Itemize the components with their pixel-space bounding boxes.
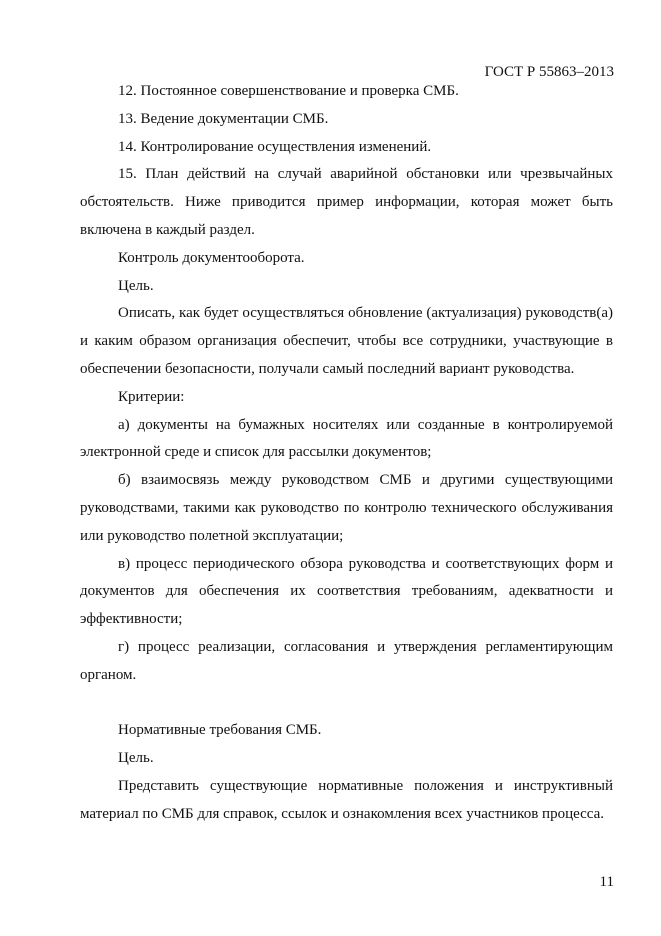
page-number: 11 xyxy=(599,874,614,890)
paragraph-item-15: 15. План действий на случай аварийной обстановки или чрезвычайных обстоятельств. Ниже приводится пример информации, которая может быть включена в каждый раздел. xyxy=(80,166,613,238)
paragraph-item-12: 12. Постоянное совершенствование и проверка СМБ. xyxy=(118,83,459,99)
section-title-regulatory: Нормативные требования СМБ. xyxy=(118,722,322,739)
document-code-header: ГОСТ Р 55863–2013 xyxy=(484,64,614,80)
section-title-document-control: Контроль документооборота. xyxy=(118,249,305,266)
criteria-label: Критерии: xyxy=(118,388,185,405)
criteria-item-b: б) взаимосвязь между руководством СМБ и другими существующими руководствами, такими как руководство по контролю технического обслуживания или руководство полетной эксплуатации; xyxy=(80,472,613,544)
paragraph-item-14: 14. Контролирование осуществления изменений. xyxy=(118,138,432,155)
purpose-text-2: Представить существующие нормативные положения и инструктивный материал по СМБ для справок, ссылок и ознакомления всех участников процесса. xyxy=(80,777,613,822)
document-body xyxy=(80,78,613,829)
criteria-item-v: в) процесс периодического обзора руководства и соответствующих форм и документов для обеспечения их соответствия требованиям, адекватности и эффективности; xyxy=(80,555,613,628)
paragraph-item-13: 13. Ведение документации СМБ. xyxy=(118,110,329,127)
criteria-item-a: а) документы на бумажных носителях или созданные в контролируемой электронной среде и список для рассылки документов; xyxy=(80,416,613,461)
criteria-item-g: г) процесс реализации, согласования и утверждения регламентирующим органом. xyxy=(80,638,613,683)
purpose-label: Цель. xyxy=(118,277,154,294)
purpose-label-2: Цель. xyxy=(118,750,154,767)
paragraph-spacer xyxy=(80,690,613,718)
purpose-text: Описать, как будет осуществляться обновление (актуализация) руководств(а) и каким образом организация обеспечит, чтобы все сотрудники, участвующие в обеспечении безопасности, получали самый последний вариант руководства. xyxy=(80,305,613,377)
